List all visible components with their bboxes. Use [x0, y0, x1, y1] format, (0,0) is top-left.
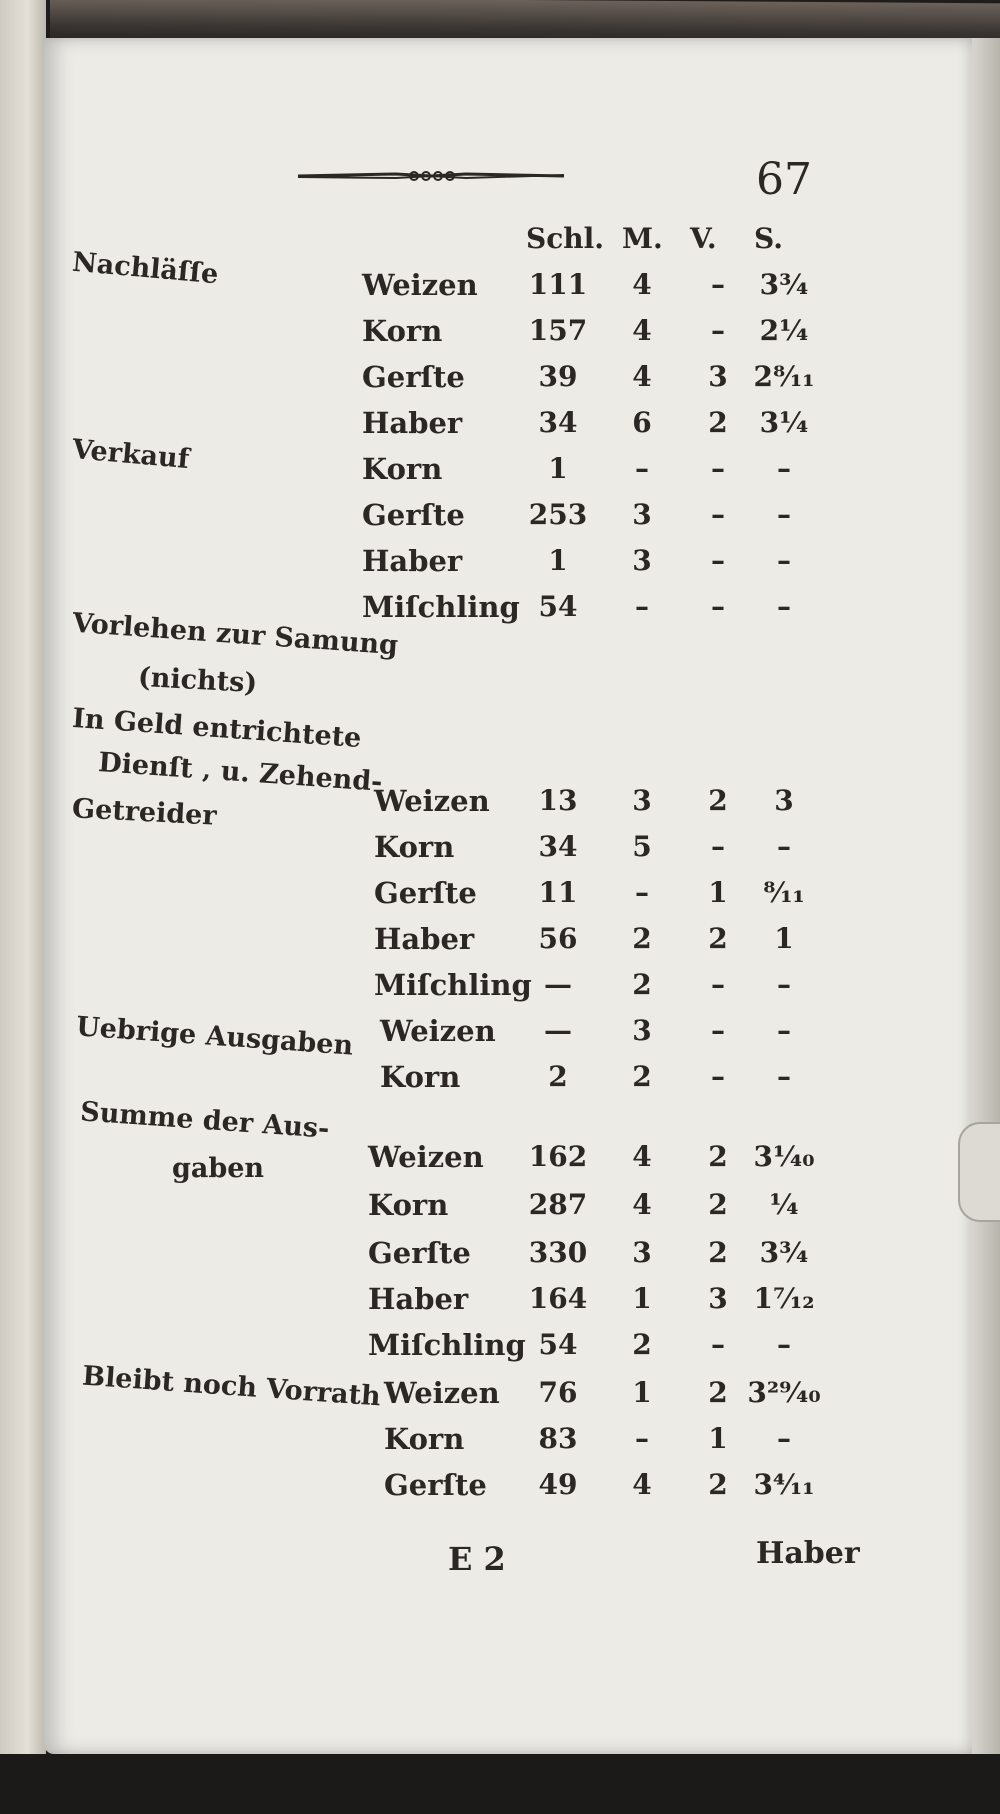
section-label-geld-line1: In Geld entrichtete	[71, 702, 363, 755]
table-row-grain: Gerſte	[362, 498, 465, 532]
table-cell: 2	[548, 1060, 568, 1093]
table-cell: 2	[708, 1188, 728, 1221]
table-cell: 3	[774, 784, 794, 817]
table-cell: 2	[708, 1468, 728, 1501]
table-cell: 3	[632, 544, 652, 577]
table-cell: 3¹⁄₄₀	[753, 1140, 815, 1173]
table-cell: 3¼	[759, 406, 809, 439]
table-cell: 2	[632, 922, 652, 955]
section-label-geld-line3: Getreider	[71, 793, 218, 832]
column-header-s: S.	[754, 222, 783, 255]
column-header-schl: Schl.	[526, 222, 605, 255]
section-label-vorlehen-note: (nichts)	[137, 661, 258, 700]
page-stack-edge	[972, 38, 1000, 1754]
table-cell: –	[777, 1060, 791, 1093]
table-cell: –	[777, 968, 791, 1001]
table-cell: 11	[538, 876, 578, 909]
table-cell: 2	[708, 406, 728, 439]
table-row-grain: Weizen	[368, 1140, 484, 1174]
table-cell: 3	[632, 498, 652, 531]
table-cell: 2	[632, 968, 652, 1001]
table-cell: –	[711, 498, 725, 531]
table-cell: 162	[528, 1140, 588, 1173]
table-cell: 1	[632, 1376, 652, 1409]
table-cell: 111	[528, 268, 588, 301]
table-row-grain: Haber	[374, 922, 475, 956]
table-cell: 1	[708, 876, 728, 909]
table-cell: 287	[528, 1188, 588, 1221]
ornament-rule	[296, 164, 566, 188]
table-cell: ¼	[769, 1188, 799, 1221]
column-header-m: M.	[622, 222, 663, 255]
table-cell: 3¾	[759, 1236, 809, 1269]
table-cell: 3⁴⁄₁₁	[753, 1468, 815, 1501]
table-row-grain: Korn	[384, 1422, 465, 1456]
table-cell: –	[711, 268, 725, 301]
table-row-grain: Gerſte	[384, 1468, 487, 1502]
table-cell: 2	[708, 1236, 728, 1269]
table-row-grain: Haber	[362, 406, 463, 440]
table-row-grain: Weizen	[384, 1376, 500, 1410]
table-cell: 2	[708, 784, 728, 817]
table-cell: 34	[538, 406, 578, 439]
section-label-vorrath: Bleibt noch Vorrath	[81, 1360, 382, 1413]
table-cell: ⁸⁄₁₁	[763, 876, 805, 909]
table-row-grain: Korn	[380, 1060, 461, 1094]
table-row-grain: Miſchling	[374, 968, 532, 1002]
table-row-grain: Korn	[368, 1188, 449, 1222]
table-cell: 1	[548, 452, 568, 485]
page-number: 67	[756, 154, 812, 205]
table-row-grain: Korn	[374, 830, 455, 864]
section-label-summe-line2: gaben	[172, 1153, 265, 1184]
table-row-grain: Gerſte	[374, 876, 477, 910]
table-cell: –	[777, 1328, 791, 1361]
bottom-background	[0, 1754, 1000, 1814]
table-cell: –	[777, 498, 791, 531]
table-cell: 1⁷⁄₁₂	[753, 1282, 815, 1315]
table-cell: 2	[708, 1376, 728, 1409]
table-cell: 3	[708, 1282, 728, 1315]
table-cell: –	[711, 968, 725, 1001]
table-cell: 3	[632, 1236, 652, 1269]
table-row-grain: Korn	[362, 452, 443, 486]
table-cell: –	[635, 876, 649, 909]
table-cell: 4	[632, 360, 652, 393]
table-cell: –	[711, 314, 725, 347]
table-cell: 1	[708, 1422, 728, 1455]
table-cell: 54	[538, 1328, 578, 1361]
section-label-nachlaesse: Nachläſſe	[70, 246, 220, 291]
table-cell: 4	[632, 1188, 652, 1221]
table-cell: 39	[538, 360, 578, 393]
table-cell: 5	[632, 830, 652, 863]
table-cell: 4	[632, 268, 652, 301]
table-cell: 13	[538, 784, 578, 817]
facing-page-edge	[0, 0, 46, 1814]
table-row-grain: Haber	[368, 1282, 469, 1316]
table-cell: –	[777, 544, 791, 577]
section-label-summe-line1: Summe der Aus‑	[79, 1096, 331, 1145]
table-cell: –	[777, 1422, 791, 1455]
book-page	[44, 38, 972, 1754]
table-cell: 2⁸⁄₁₁	[753, 360, 815, 393]
table-cell: 253	[528, 498, 588, 531]
table-cell: –	[711, 590, 725, 623]
section-label-verkauf: Verkauf	[70, 433, 191, 476]
table-cell: –	[711, 544, 725, 577]
table-cell: 56	[538, 922, 578, 955]
table-cell: –	[777, 452, 791, 485]
table-cell: 4	[632, 1140, 652, 1173]
table-cell: –	[711, 1014, 725, 1047]
page-tab	[958, 1122, 1000, 1222]
table-cell: 2	[632, 1328, 652, 1361]
table-cell: 164	[528, 1282, 588, 1315]
table-row-grain: Miſchling	[368, 1328, 526, 1362]
table-cell: 49	[538, 1468, 578, 1501]
table-cell: 3	[708, 360, 728, 393]
table-cell: –	[777, 590, 791, 623]
table-row-grain: Weizen	[362, 268, 478, 302]
signature-mark: E 2	[448, 1540, 506, 1578]
table-cell: 3	[632, 784, 652, 817]
table-cell: 4	[632, 1468, 652, 1501]
table-cell: 1	[774, 922, 794, 955]
table-cell: 2	[632, 1060, 652, 1093]
table-cell: 3	[632, 1014, 652, 1047]
table-cell: —	[544, 968, 572, 1001]
table-cell: 2	[708, 922, 728, 955]
table-cell: 83	[538, 1422, 578, 1455]
table-cell: –	[711, 1060, 725, 1093]
table-cell: 157	[528, 314, 588, 347]
table-cell: –	[635, 452, 649, 485]
table-cell: 2	[708, 1140, 728, 1173]
table-row-grain: Weizen	[380, 1014, 496, 1048]
column-header-v: V.	[690, 222, 717, 255]
table-cell: –	[711, 452, 725, 485]
table-row-grain: Haber	[362, 544, 463, 578]
table-cell: —	[544, 1014, 572, 1047]
table-row-grain: Miſchling	[362, 590, 520, 624]
table-cell: 54	[538, 590, 578, 623]
section-label-geld-line2: Dienſt ‚ u. Zehend‑	[97, 747, 384, 798]
table-cell: 2¼	[759, 314, 809, 347]
table-cell: –	[711, 1328, 725, 1361]
table-cell: 4	[632, 314, 652, 347]
table-row-grain: Weizen	[374, 784, 490, 818]
table-cell: –	[635, 1422, 649, 1455]
catchword: Haber	[756, 1536, 860, 1571]
table-cell: –	[635, 590, 649, 623]
table-cell: 1	[632, 1282, 652, 1315]
table-cell: 34	[538, 830, 578, 863]
table-cell: 330	[528, 1236, 588, 1269]
table-row-grain: Gerſte	[368, 1236, 471, 1270]
table-cell: 3²⁹⁄₄₀	[747, 1376, 821, 1409]
table-cell: 76	[538, 1376, 578, 1409]
table-row-grain: Gerſte	[362, 360, 465, 394]
table-cell: 6	[632, 406, 652, 439]
table-cell: –	[777, 830, 791, 863]
table-cell: 3¾	[759, 268, 809, 301]
table-cell: –	[777, 1014, 791, 1047]
table-row-grain: Korn	[362, 314, 443, 348]
table-cell: –	[711, 830, 725, 863]
table-cell: 1	[548, 544, 568, 577]
section-label-vorlehen: Vorlehen zur Samung	[71, 607, 399, 662]
section-label-uebrige: Uebrige Ausgaben	[75, 1011, 355, 1062]
